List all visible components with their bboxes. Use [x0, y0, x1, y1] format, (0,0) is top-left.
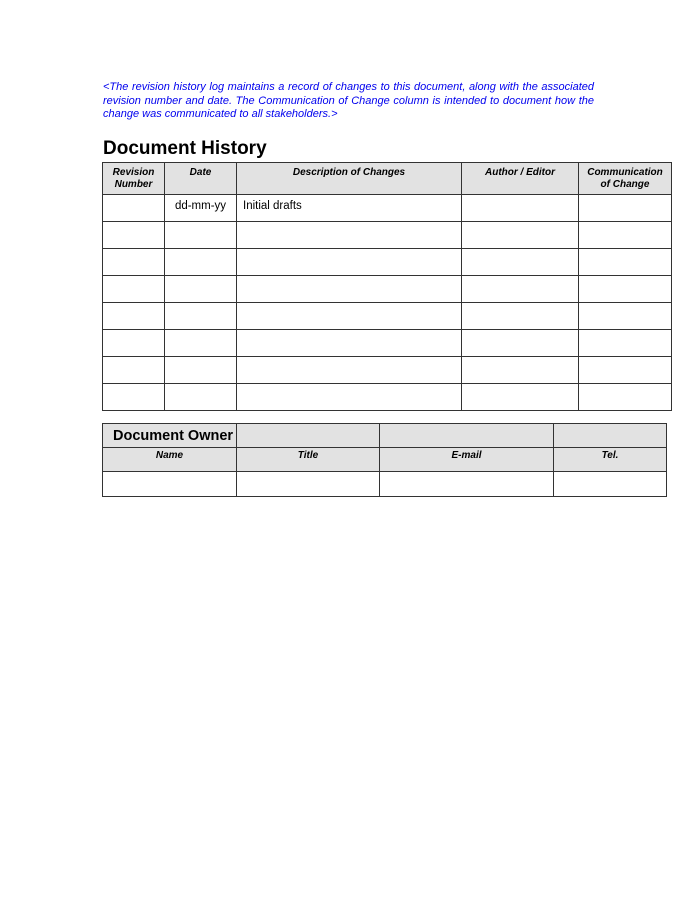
cell-communication[interactable] — [579, 384, 672, 411]
cell-revision[interactable] — [103, 330, 165, 357]
owner-title-blank-cell — [380, 424, 554, 448]
cell-date[interactable]: dd-mm-yy — [165, 195, 237, 222]
document-owner-label: Document Owner — [103, 424, 237, 448]
cell-date[interactable] — [165, 276, 237, 303]
cell-communication[interactable] — [579, 249, 672, 276]
cell-revision[interactable] — [103, 222, 165, 249]
cell-description[interactable] — [237, 276, 462, 303]
cell-date[interactable] — [165, 222, 237, 249]
cell-revision[interactable] — [103, 276, 165, 303]
header-date: Date — [165, 163, 237, 195]
history-header-row — [103, 163, 672, 195]
cell-communication[interactable] — [579, 330, 672, 357]
owner-title-blank-cell — [554, 424, 667, 448]
cell-description[interactable] — [237, 303, 462, 330]
cell-date[interactable] — [165, 303, 237, 330]
history-row — [103, 303, 672, 330]
header-communication-line1: Communication — [587, 167, 663, 178]
cell-communication[interactable] — [579, 276, 672, 303]
cell-author[interactable] — [462, 384, 579, 411]
cell-date[interactable] — [165, 384, 237, 411]
header-author: Author / Editor — [462, 163, 579, 195]
document-history-table — [102, 162, 672, 411]
history-row — [103, 384, 672, 411]
header-revision-line2: Number — [114, 179, 153, 190]
history-row — [103, 249, 672, 276]
owner-title-blank-cell — [237, 424, 380, 448]
cell-author[interactable] — [462, 222, 579, 249]
cell-date[interactable] — [165, 330, 237, 357]
cell-revision[interactable] — [103, 384, 165, 411]
cell-description[interactable]: Initial drafts — [237, 195, 462, 222]
cell-date[interactable] — [165, 357, 237, 384]
cell-description[interactable] — [237, 384, 462, 411]
header-communication — [579, 163, 672, 195]
cell-communication[interactable] — [579, 357, 672, 384]
document-owner-table — [102, 423, 667, 497]
history-row — [103, 357, 672, 384]
header-revision-number — [103, 163, 165, 195]
cell-author[interactable] — [462, 276, 579, 303]
cell-date[interactable] — [165, 249, 237, 276]
cell-revision[interactable] — [103, 195, 165, 222]
owner-data-row — [103, 472, 667, 497]
header-revision-line1: Revision — [112, 167, 155, 178]
cell-revision[interactable] — [103, 249, 165, 276]
history-row — [103, 195, 672, 222]
instruction-note: <The revision history log maintains a record of changes to this document, along with the associated revision number and date. The Communication of Change column is intended to document how the change was communicated to all stakeholders.> — [103, 81, 594, 120]
owner-header-row — [103, 448, 667, 472]
cell-description[interactable] — [237, 357, 462, 384]
cell-author[interactable] — [462, 303, 579, 330]
history-row — [103, 276, 672, 303]
cell-author[interactable] — [462, 249, 579, 276]
section-title-document-history: Document History — [103, 138, 267, 159]
history-row — [103, 330, 672, 357]
header-email: E-mail — [380, 448, 554, 472]
header-description: Description of Changes — [237, 163, 462, 195]
owner-title-row — [103, 424, 667, 448]
cell-communication[interactable] — [579, 195, 672, 222]
cell-description[interactable] — [237, 222, 462, 249]
cell-revision[interactable] — [103, 303, 165, 330]
owner-tel-cell[interactable] — [554, 472, 667, 497]
owner-email-cell[interactable] — [380, 472, 554, 497]
cell-description[interactable] — [237, 249, 462, 276]
cell-communication[interactable] — [579, 303, 672, 330]
header-tel: Tel. — [554, 448, 667, 472]
header-name: Name — [103, 448, 237, 472]
header-title: Title — [237, 448, 380, 472]
cell-revision[interactable] — [103, 357, 165, 384]
owner-title-cell[interactable] — [237, 472, 380, 497]
cell-description[interactable] — [237, 330, 462, 357]
history-row — [103, 222, 672, 249]
cell-author[interactable] — [462, 357, 579, 384]
cell-communication[interactable] — [579, 222, 672, 249]
header-communication-line2: of Change — [600, 179, 650, 190]
cell-author[interactable] — [462, 330, 579, 357]
owner-name-cell[interactable] — [103, 472, 237, 497]
cell-author[interactable] — [462, 195, 579, 222]
